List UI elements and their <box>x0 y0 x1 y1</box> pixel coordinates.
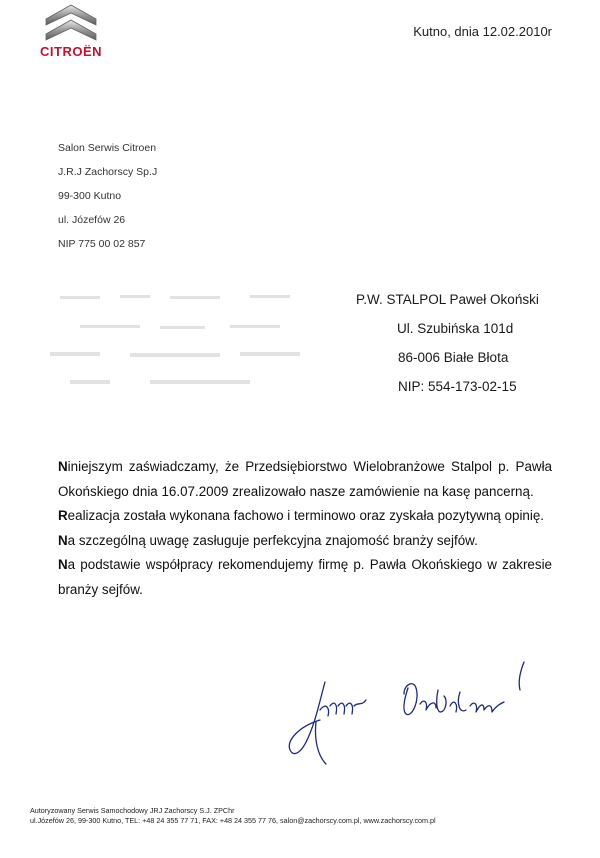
recipient-line: P.W. STALPOL Paweł Okoński <box>356 292 539 307</box>
brand-name: CITROËN <box>40 44 102 59</box>
recipient-line: Ul. Szubińska 101d <box>397 321 514 336</box>
body-paragraph <box>58 455 552 504</box>
footer <box>30 806 436 826</box>
body-paragraph <box>58 529 552 554</box>
paragraph-text: a podstawie współpracy rekomendujemy firmę p. Pawła Okońskiego w zakresie branży sejfów. <box>58 557 552 597</box>
body-paragraph <box>58 553 552 602</box>
paragraph-initial: N <box>58 532 68 548</box>
citroen-double-chevron-icon <box>44 2 98 42</box>
sender-line: 99-300 Kutno <box>58 190 122 202</box>
recipient-line: NIP: 554-173-02-15 <box>398 379 517 394</box>
sender-line: J.R.J Zachorscy Sp.J <box>58 166 158 178</box>
recipient-address <box>356 285 539 401</box>
recipient-line: 86-006 Białe Błota <box>398 350 509 365</box>
scan-noise <box>50 290 350 390</box>
letter-body <box>58 455 552 602</box>
footer-line: ul.Józefów 26, 99-300 Kutno, TEL: +48 24 355 77 71, FAX: +48 24 355 77 76, salon@zachorscy.com.pl, www.zachorscy.com.pl <box>30 816 436 825</box>
paragraph-text: iniejszym zaświadczamy, że Przedsiębiorstwo Wielobranżowe Stalpol p. Pawła Okońskiego dnia 16.07.2009 zrealizowało nasze zamówienie na kasę pancerną. <box>58 459 552 499</box>
sender-line: ul. Józefów 26 <box>58 214 126 226</box>
citroen-logo <box>30 2 112 62</box>
paragraph-text: a szczególną uwagę zasługuje perfekcyjna znajomość branży sejfów. <box>67 532 478 548</box>
paragraph-initial: N <box>58 557 68 572</box>
sender-line: NIP 775 00 02 857 <box>58 238 146 250</box>
sender-address <box>58 136 157 256</box>
handwritten-signatures <box>280 660 540 770</box>
paragraph-initial: N <box>58 459 68 474</box>
body-paragraph <box>58 504 552 529</box>
date-line: Kutno, dnia 12.02.2010r <box>413 24 552 39</box>
footer-line: Autoryzowany Serwis Samochodowy JRJ Zachorscy S.J. ZPChr <box>30 806 235 815</box>
paragraph-text: ealizacja została wykonana fachowo i terminowo oraz zyskała pozytywną opinię. <box>67 508 545 523</box>
paragraph-initial: R <box>58 508 68 523</box>
sender-line: Salon Serwis Citroen <box>58 142 157 154</box>
